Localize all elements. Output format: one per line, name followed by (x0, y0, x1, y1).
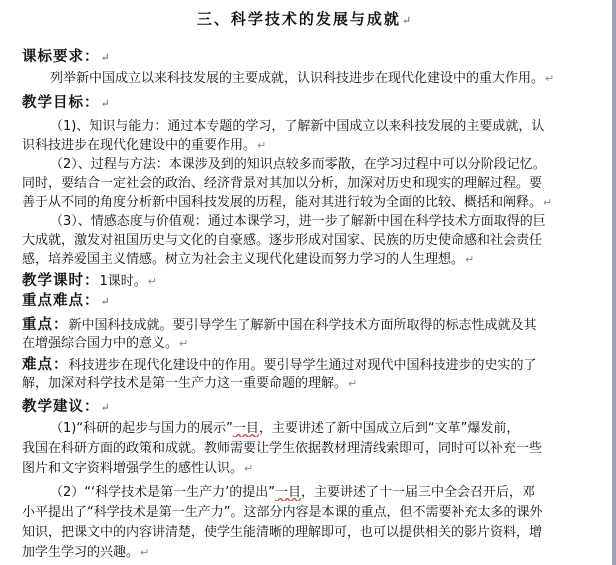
spellcheck-mark: 一目 (275, 485, 302, 500)
return-mark-icon: ↵ (545, 72, 555, 85)
suggestion-1-line-1: （1)“科研的起步与国力的展示”一目，主要讲述了新中国成立后到“文革”爆发前， (50, 421, 520, 436)
return-mark-icon: ↵ (100, 295, 111, 308)
goals-paragraph-3-line-2: 大成就，激发对祖国历史与文化的自豪感。逐步形成对国家、民族的历史使命感和社会责任 (22, 233, 543, 248)
return-mark-icon: ↵ (147, 275, 157, 288)
return-mark-icon: ↵ (401, 14, 414, 27)
return-mark-icon: ↵ (244, 462, 254, 475)
suggestions-heading: 教学建议：↵ (22, 398, 111, 415)
suggestion-2-line-2: 小平提出了“科学技术是第一生产力”。这部分内容是本课的重点，但不需要补充太多的课外 (22, 505, 543, 520)
return-mark-icon: ↵ (100, 401, 111, 414)
suggestion-2-line-4: 加学生学习的兴趣。↵ (22, 545, 150, 560)
return-mark-icon: ↵ (257, 139, 267, 152)
return-mark-icon: ↵ (465, 253, 475, 266)
standard-text: 列举新中国成立以来科技发展的主要成就，认识科技进步在现代化建设中的重大作用。↵ (50, 71, 555, 86)
goals-paragraph-2-line-3: 善于从不同的角度分析新中国科技发展的历程，能对其进行较为全面的比较、概括和阐释。↵ (22, 195, 553, 210)
return-mark-icon: ↵ (543, 196, 553, 209)
return-mark-icon: ↵ (179, 337, 189, 350)
goals-paragraph-2-line-2: 同时，要结合一定社会的政治、经济背景对其加以分析，加深对历史和现实的理解过程。要 (22, 176, 543, 191)
difficulty-line-1: 难点：科技进步在现代化建设中的作用。要引导学生通过对现代中国科技进步的史实的了 (22, 356, 537, 373)
focus-line-1: 重点：新中国科技成就。要引导学生了解新中国在科学技术方面所取得的标志性成就及其 (22, 316, 537, 333)
page-edge (612, 0, 616, 565)
spellcheck-mark: 一目 (232, 421, 259, 436)
return-mark-icon: ↵ (140, 546, 150, 559)
hours-heading: 教学课时： (22, 272, 100, 289)
goals-heading: 教学目标：↵ (22, 94, 111, 111)
goals-paragraph-1-line-2: 识科技进步在现代化建设中的重要作用。↵ (22, 138, 267, 153)
goals-paragraph-2-line-1: （2）、过程与方法：本课涉及到的知识点较多而零散，在学习过程中可以分阶段记忆。 (50, 157, 546, 172)
goals-paragraph-3-line-1: （3）、情感态度与价值观：通过本课学习，进一步了解新中国在科学技术方面取得的巨 (50, 214, 546, 229)
suggestion-1-line-2: 我国在科研方面的政策和成就。教师需要让学生依据教材理清线索即可，同时可以补充一些 (22, 441, 543, 456)
focus-label: 重点： (22, 316, 69, 333)
difficulty-line-2: 解，加深对科学技术是第一生产力这一重要命题的理解。↵ (22, 376, 358, 391)
goals-paragraph-3-line-3: 感，培养爱国主义情感。树立为社会主义现代化建设而努力学习的人生理想。↵ (22, 252, 475, 267)
hours-value: 1课时。 (99, 274, 147, 289)
goals-paragraph-1-line-1: （1)、知识与能力：通过本专题的学习，了解新中国成立以来科技发展的主要成就，认 (50, 119, 545, 134)
focus-line-2: 在增强综合国力中的意义。↵ (22, 336, 189, 351)
return-mark-icon: ↵ (100, 51, 111, 64)
suggestion-1-line-3: 图片和文字资料增强学生的感性认识。↵ (22, 461, 254, 476)
suggestion-2-line-1: （2）“‘科学技术是第一生产力’的提出”一目，主要讲述了十一届三中全会召开后，邓 (50, 485, 536, 500)
return-mark-icon: ↵ (100, 97, 111, 110)
key-points-heading: 重点难点：↵ (22, 292, 111, 309)
page-title: 三、科学技术的发展与成就↵ (196, 10, 414, 28)
standard-heading: 课标要求：↵ (22, 48, 111, 65)
return-mark-icon: ↵ (348, 377, 358, 390)
difficulty-label: 难点： (22, 356, 69, 373)
hours-line (22, 272, 610, 290)
suggestion-2-line-3: 知识，把课文中的内容讲清楚，使学生能清晰的理解即可，也可以提供相关的影片资料，增 (22, 525, 543, 540)
